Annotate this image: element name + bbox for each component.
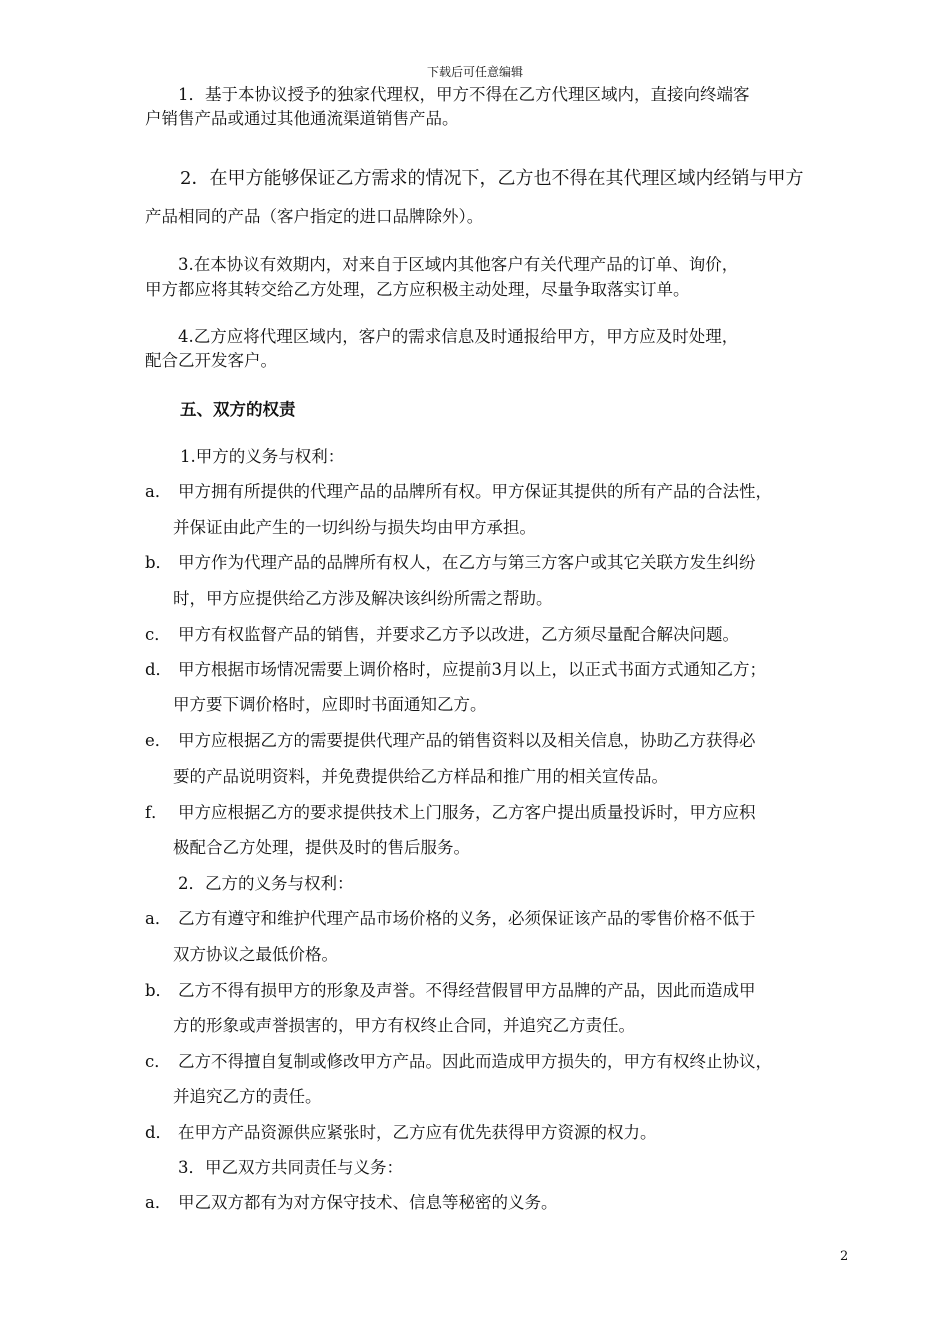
partyB-c-line1: 乙方不得擅自复制或修改甲方产品。因此而造成甲方损失的，甲方有权终止协议，	[178, 1052, 772, 1071]
partyB-b-line2: 方的形象或声誉损害的，甲方有权终止合同，并追究乙方责任。	[173, 1016, 635, 1035]
page-number: 2	[840, 1249, 849, 1264]
partyA-c-marker: c．	[145, 625, 171, 644]
para3-line1: 3.在本协议有效期内，对来自于区域内其他客户有关代理产品的订单、询价，	[178, 255, 739, 274]
para1-line2: 户销售产品或通过其他通流渠道销售产品。	[145, 109, 459, 128]
partyA-e-marker: e．	[145, 731, 172, 750]
partyB-b-marker: b．	[145, 981, 173, 1000]
partyA-d-line1: 甲方根据市场情况需要上调价格时，应提前3月以上，以正式书面方式通知乙方；	[178, 660, 766, 679]
partyB-a-line1: 乙方有遵守和维护代理产品市场价格的义务，必须保证该产品的零售价格不低于	[178, 909, 756, 928]
para2-line2: 产品相同的产品（客户指定的进口品牌除外）。	[145, 207, 484, 226]
para1-line1: 1．基于本协议授予的独家代理权，甲方不得在乙方代理区域内，直接向终端客	[178, 85, 750, 104]
partyA-b-marker: b．	[145, 553, 173, 572]
section-heading: 五、双方的权责	[180, 400, 296, 419]
partyB-c-marker: c．	[145, 1052, 171, 1071]
joint-a-marker: a．	[145, 1193, 172, 1212]
para2-line1: 2．在甲方能够保证乙方需求的情况下，乙方也不得在其代理区域内经销与甲方	[180, 168, 804, 189]
partyA-a-line1: 甲方拥有所提供的代理产品的品牌所有权。甲方保证其提供的所有产品的合法性，	[178, 482, 772, 501]
joint-a-line1: 甲乙双方都有为对方保守技术、信息等秘密的义务。	[178, 1193, 558, 1212]
partyB-a-marker: a．	[145, 909, 172, 928]
partyA-a-marker: a．	[145, 482, 172, 501]
partyB-b-line1: 乙方不得有损甲方的形象及声誉。不得经营假冒甲方品牌的产品，因此而造成甲	[178, 981, 756, 1000]
partyA-f-line1: 甲方应根据乙方的要求提供技术上门服务，乙方客户提出质量投诉时，甲方应积	[178, 803, 756, 822]
download-note: 下载后可任意编辑	[426, 65, 523, 79]
partyA-e-line2: 要的产品说明资料，并免费提供给乙方样品和推广用的相关宣传品。	[173, 767, 668, 786]
partyB-d-line1: 在甲方产品资源供应紧张时，乙方应有优先获得甲方资源的权力。	[178, 1123, 657, 1142]
partyA-a-line2: 并保证由此产生的一切纠纷与损失均由甲方承担。	[173, 518, 536, 537]
partyA-title: 1.甲方的义务与权利：	[180, 447, 345, 466]
partyA-f-marker: f．	[145, 803, 168, 822]
para3-line2: 甲方都应将其转交给乙方处理，乙方应积极主动处理，尽量争取落实订单。	[145, 280, 690, 299]
partyA-c-line1: 甲方有权监督产品的销售，并要求乙方予以改进，乙方须尽量配合解决问题。	[178, 625, 739, 644]
para4-line2: 配合乙开发客户。	[145, 351, 277, 370]
partyA-d-marker: d．	[145, 660, 173, 679]
partyA-e-line1: 甲方应根据乙方的需要提供代理产品的销售资料以及相关信息，协助乙方获得必	[178, 731, 756, 750]
partyB-d-marker: d．	[145, 1123, 173, 1142]
partyA-f-line2: 极配合乙方处理，提供及时的售后服务。	[173, 838, 470, 857]
joint-title: 3．甲乙双方共同责任与义务：	[178, 1158, 403, 1177]
partyB-c-line2: 并追究乙方的责任。	[173, 1087, 322, 1106]
partyA-b-line1: 甲方作为代理产品的品牌所有权人，在乙方与第三方客户或其它关联方发生纠纷	[178, 553, 756, 572]
partyB-a-line2: 双方协议之最低价格。	[173, 945, 338, 964]
partyA-b-line2: 时，甲方应提供给乙方涉及解决该纠纷所需之帮助。	[173, 589, 553, 608]
partyB-title: 2．乙方的义务与权利：	[178, 874, 354, 893]
para4-line1: 4.乙方应将代理区域内，客户的需求信息及时通报给甲方，甲方应及时处理，	[178, 327, 739, 346]
partyA-d-line2: 甲方要下调价格时，应即时书面通知乙方。	[173, 695, 487, 714]
